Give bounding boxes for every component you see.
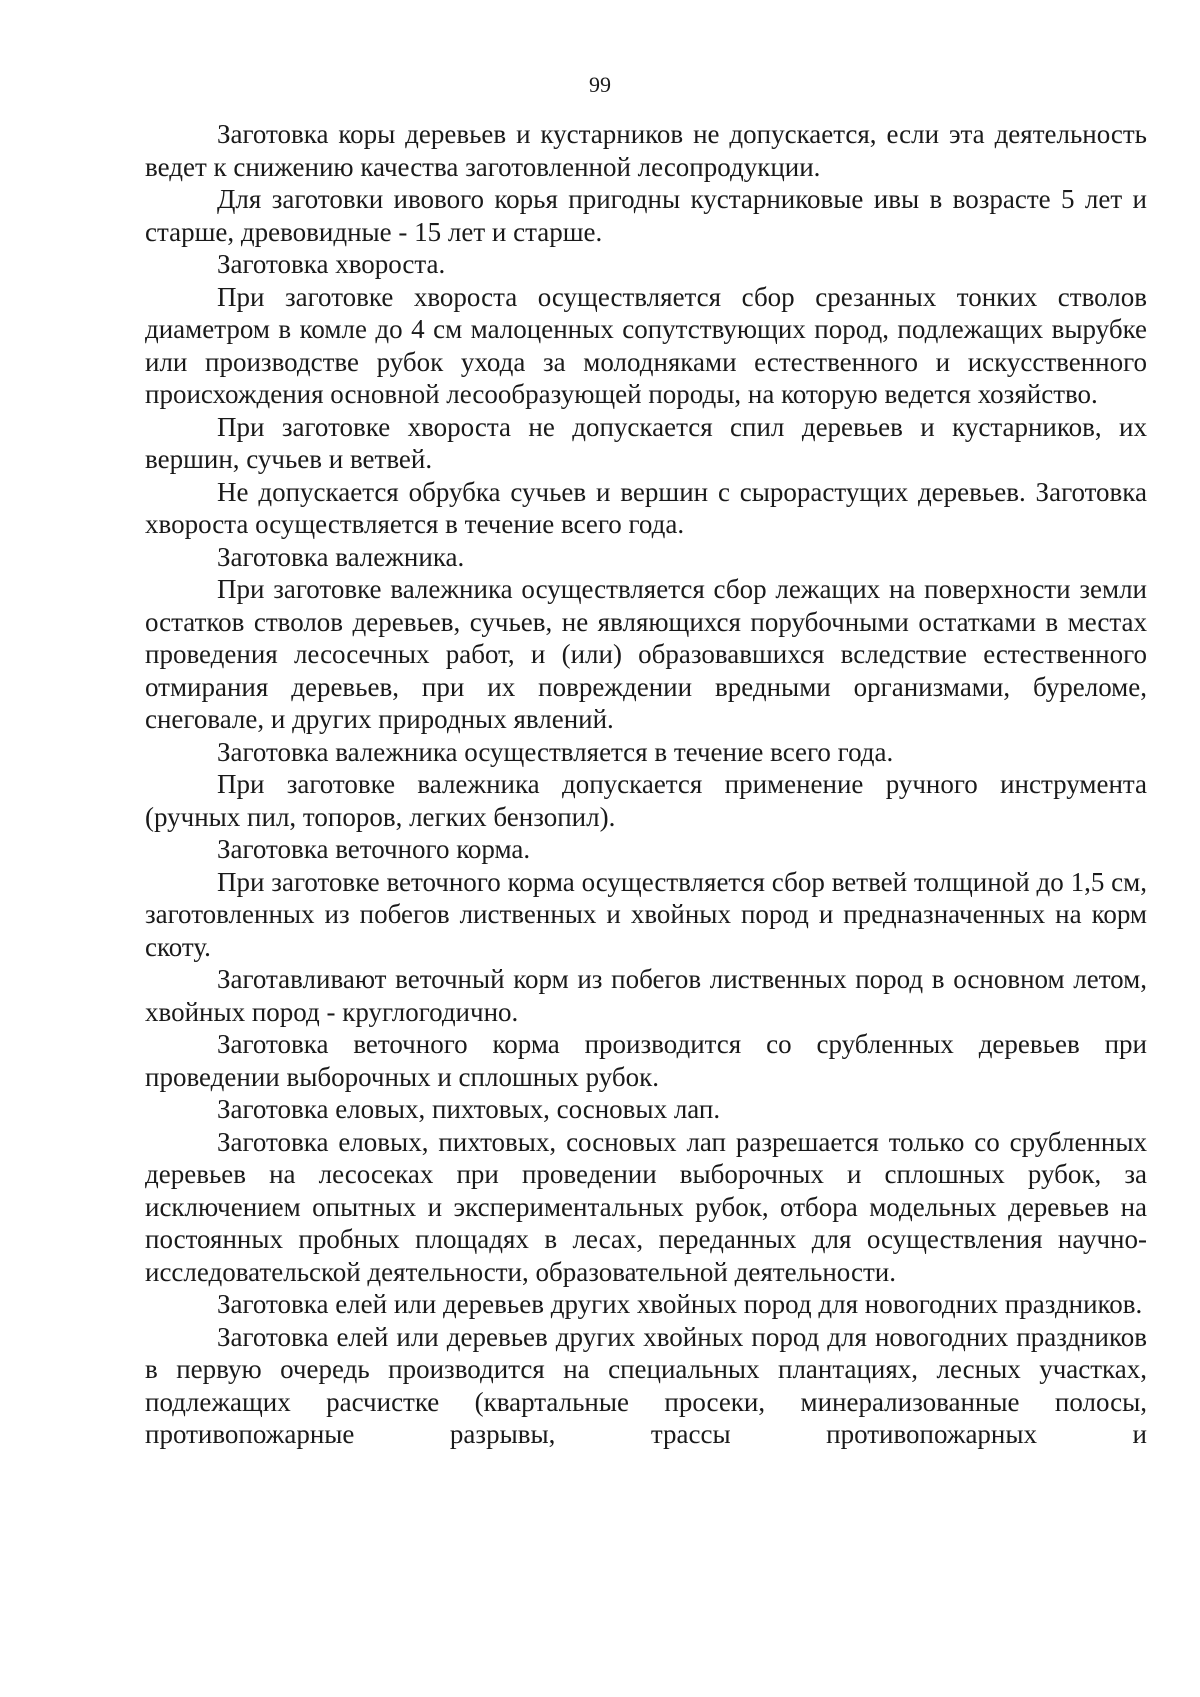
paragraph-bark: Заготовка коры деревьев и кустарников не допускается, если эта деятельность ведет к снижению качества заготовленной лесопродукции. <box>145 119 1147 182</box>
paragraph-branch-fodder-source: Заготовка веточного корма производится со срубленных деревьев при проведении выборочных и сплошных рубок. <box>145 1029 1147 1092</box>
heading-brushwood: Заготовка хвороста. <box>217 249 446 279</box>
paragraph-brushwood-season: Не допускается обрубка сучьев и вершин с сырорастущих деревьев. Заготовка хвороста осуществляется в течение всего года. <box>145 476 1147 539</box>
paragraph-branch-fodder-collection: При заготовке веточного корма осуществляется сбор ветвей толщиной до 1,5 см, заготовленных из побегов лиственных и хвойных пород и предназначенных на корм скоту. <box>145 866 1147 962</box>
heading-conifer-boughs: Заготовка еловых, пихтовых, сосновых лап. <box>217 1094 721 1124</box>
paragraph-conifer-boughs-rules: Заготовка еловых, пихтовых, сосновых лап разрешается только со срубленных деревьев на лесосеках при проведении выборочных и сплошных рубок, за исключением опытных и экспериментальных рубок, отбора модельных деревьев на постоянных пробных площадях в лесах, переданных для осуществления научно-исследовательской деятельности, образовательной деятельности. <box>145 1126 1147 1287</box>
paragraph-brushwood-collection: При заготовке хвороста осуществляется сбор срезанных тонких стволов диаметром в комле до 4 см малоценных сопутствующих пород, подлежащих вырубке или производстве рубок ухода за молодняками естественного и искусственного происхождения основной лесообразующей породы, на которую ведется хозяйство. <box>145 281 1147 409</box>
document-body <box>145 118 1147 1451</box>
heading-deadwood: Заготовка валежника. <box>217 541 465 572</box>
paragraph-branch-fodder-season: Заготавливают веточный корм из побегов лиственных пород в основном летом, хвойных пород - круглогодично. <box>145 964 1147 1027</box>
page-number: 99 <box>589 72 611 97</box>
paragraph-brushwood-restrictions: При заготовке хвороста не допускается спил деревьев и кустарников, их вершин, сучьев и ветвей. <box>145 411 1147 474</box>
paragraph-new-year-trees-rules: Заготовка елей или деревьев других хвойных пород для новогодних праздников в первую очередь производится на специальных плантациях, лесных участках, подлежащих расчистке (квартальные просеки, минерализованные полосы, противопожарные разрывы, трассы противопожарных и <box>145 1321 1147 1449</box>
paragraph-deadwood-tools: При заготовке валежника допускается применение ручного инструмента (ручных пил, топоров, легких бензопил). <box>145 769 1147 832</box>
heading-branch-fodder: Заготовка веточного корма. <box>217 834 531 864</box>
heading-new-year-trees: Заготовка елей или деревьев других хвойных пород для новогодних праздников. <box>217 1289 1143 1319</box>
paragraph-willow-bark: Для заготовки ивового корья пригодны кустарниковые ивы в возрасте 5 лет и старше, древовидные - 15 лет и старше. <box>145 184 1147 247</box>
paragraph-deadwood-collection: При заготовке валежника осуществляется сбор лежащих на поверхности земли остатков стволов деревьев, сучьев, не являющихся порубочными остатками в местах проведения лесосечных работ, и (или) образовавшихся вследствие естественного отмирания деревьев, при их повреждении вредными организмами, буреломе, снеговале, и других природных явлений. <box>145 574 1147 734</box>
paragraph-deadwood-season: Заготовка валежника осуществляется в течение всего года. <box>217 736 894 767</box>
